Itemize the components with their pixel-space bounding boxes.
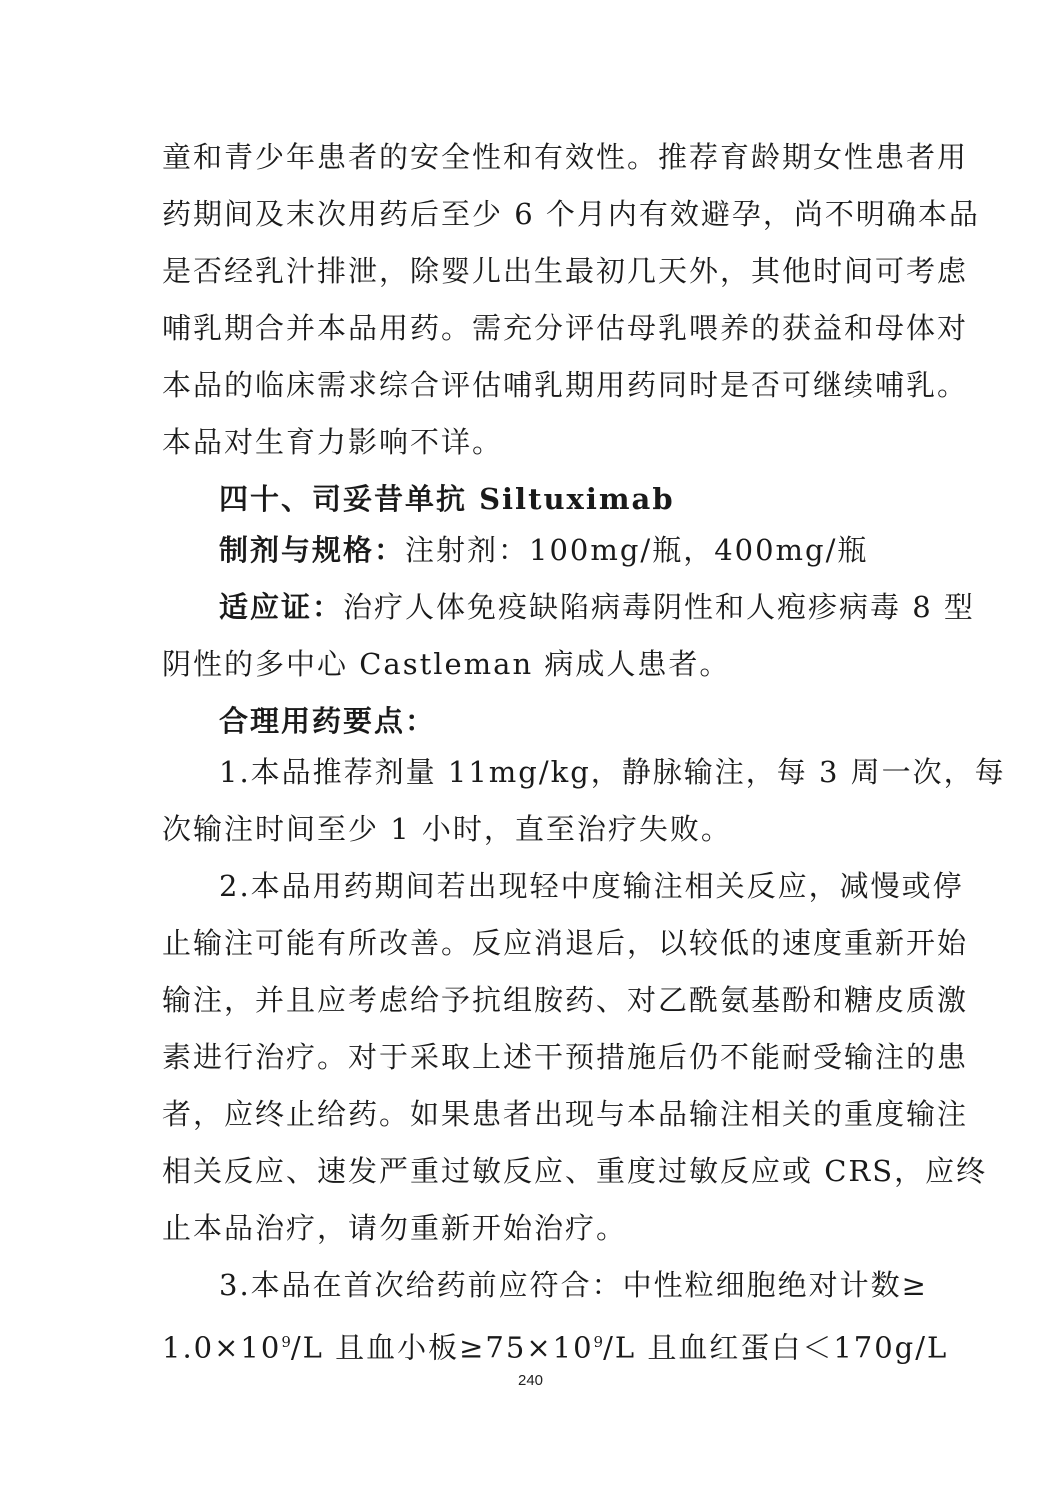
page-number: 240 bbox=[517, 1372, 544, 1389]
key-points-heading: 合理用药要点： bbox=[219, 704, 437, 738]
platelet-threshold: /L 且血小板≥75×10 bbox=[290, 1330, 594, 1365]
exponent: 9 bbox=[281, 1333, 291, 1351]
body-text-line: 童和青少年患者的安全性和有效性。推荐育龄期女性患者用 bbox=[162, 140, 969, 174]
point-2-line: 素进行治疗。对于采取上述干预措施后仍不能耐受输注的患 bbox=[162, 1040, 969, 1074]
body-text-line: 哺乳期合并本品用药。需充分评估母乳喂养的获益和母体对 bbox=[162, 311, 969, 345]
formulation-label: 制剂与规格： bbox=[219, 533, 406, 567]
indication-label: 适应证： bbox=[219, 590, 344, 624]
point-2-line: 止本品治疗，请勿重新开始治疗。 bbox=[162, 1211, 628, 1245]
point-3-line bbox=[162, 1322, 949, 1368]
point-3-line: 3.本品在首次给药前应符合：中性粒细胞绝对计数≥ bbox=[219, 1268, 928, 1302]
body-text-line: 本品对生育力影响不详。 bbox=[162, 425, 504, 459]
body-text-line: 药期间及末次用药后至少 6 个月内有效避孕，尚不明确本品 bbox=[162, 197, 980, 231]
point-2-line: 相关反应、速发严重过敏反应、重度过敏反应或 CRS，应终 bbox=[162, 1154, 988, 1188]
hemoglobin-threshold: /L 且血红蛋白＜170g/L bbox=[603, 1330, 949, 1365]
neutrophil-threshold: 1.0×10 bbox=[162, 1330, 282, 1365]
point-2-line: 者，应终止给药。如果患者出现与本品输注相关的重度输注 bbox=[162, 1097, 969, 1131]
formulation-line bbox=[219, 530, 902, 570]
point-1-line: 1.本品推荐剂量 11mg/kg，静脉输注，每 3 周一次，每 bbox=[219, 755, 1006, 789]
point-2-line: 止输注可能有所改善。反应消退后，以较低的速度重新开始 bbox=[162, 926, 969, 960]
section-heading: 四十、司妥昔单抗 Siltuximab bbox=[219, 482, 675, 516]
body-text-line: 是否经乳汁排泄，除婴儿出生最初几天外，其他时间可考虑 bbox=[162, 254, 969, 288]
body-text-line: 阴性的多中心 Castleman 病成人患者。 bbox=[162, 647, 731, 681]
indication-line bbox=[219, 587, 975, 627]
point-2-line: 2.本品用药期间若出现轻中度输注相关反应，减慢或停 bbox=[219, 869, 964, 903]
point-1-line: 次输注时间至少 1 小时，直至治疗失败。 bbox=[162, 812, 732, 846]
exponent: 9 bbox=[593, 1333, 604, 1351]
point-2-line: 输注，并且应考虑给予抗组胺药、对乙酰氨基酚和糖皮质激 bbox=[162, 983, 969, 1017]
body-text-line: 本品的临床需求综合评估哺乳期用药同时是否可继续哺乳。 bbox=[162, 368, 969, 402]
formulation-text: 注射剂：100mg/瓶，400mg/瓶 bbox=[405, 533, 869, 567]
indication-text: 治疗人体免疫缺陷病毒阴性和人疱疹病毒 8 型 bbox=[343, 590, 975, 624]
